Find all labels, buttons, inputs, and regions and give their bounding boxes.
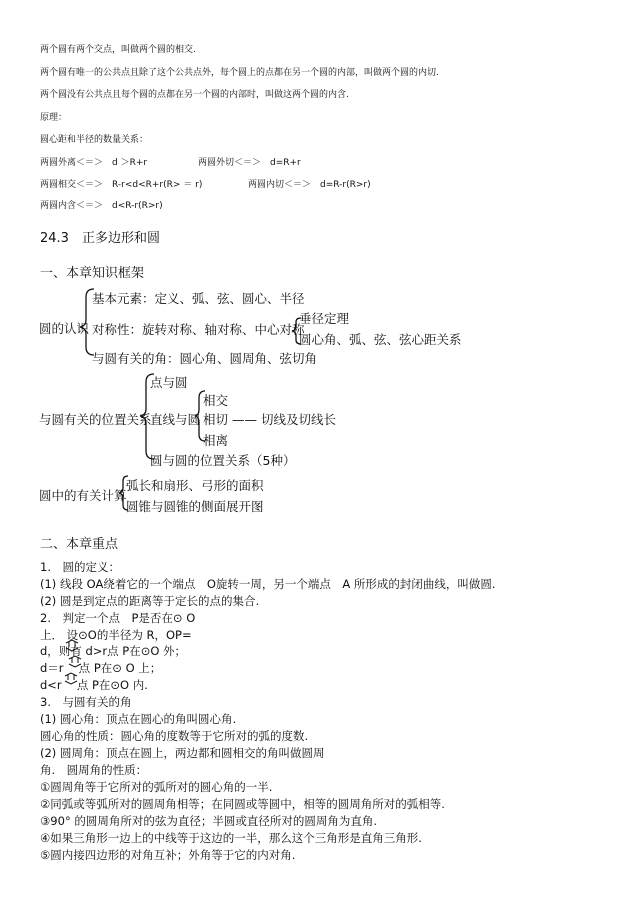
kp-point-inside: d<r 点 P在⊙O 内. (40, 678, 148, 692)
equivalence-arrow-icon (69, 656, 81, 667)
framework-calculations: 圆中的有关计算 (39, 488, 127, 503)
relation-intersect: 两圆相交＜＝＞ R-r<d<R+r(R> ＝ r) (40, 180, 203, 190)
kp-property-1: ①圆周角等于它所对的弧所对的圆心角的一半. (40, 780, 273, 794)
framework-basic-elements: 基本元素：定义、弧、弦、圆心、半径 (92, 291, 305, 306)
framework-symmetry: 对称性：旋转对称、轴对称、中心对称 (92, 322, 305, 337)
kp-definition-1: (1) 线段 OA绕着它的一个端点 O旋转一周，另一个端点 A 所形成的封闭曲线，叫做圆. (40, 577, 496, 591)
framework-circle-basics: 圆的认识 (39, 321, 90, 336)
kp-definition-2: (2) 圆是到定点的距离等于定长的点的集合. (40, 594, 260, 608)
framework-arc-area: 弧长和扇形、弓形的面积 (126, 478, 264, 493)
kp-property-5: ⑤圆内接四边形的对角互补；外角等于它的内对角. (40, 848, 296, 862)
framework-perpendicular-diameter: 垂径定理 (299, 311, 350, 326)
kp-inscribed-angle: (2) 圆周角：顶点在圆上，两边都和圆相交的角叫做圆周 (40, 746, 325, 760)
kp-definition-title: 1. 圆的定义： (40, 560, 120, 574)
framework-line-circle: 直线与圆 (150, 412, 201, 427)
framework-separate: 相离 (203, 433, 229, 448)
part-one-title: 一、本章知识框架 (40, 266, 145, 281)
kp-point-on: d＝r 点 P在⊙ O 上； (40, 661, 162, 675)
equivalence-arrow-icon (65, 673, 77, 684)
part-two-title: 二、本章重点 (40, 537, 119, 552)
relation-contain: 两圆内含＜＝＞ d<R-r(R>r) (40, 201, 163, 211)
kp-property-3: ③90° 的圆周角所对的弦为直径；半圆或直径所对的圆周角为直角. (40, 814, 378, 828)
framework-cone: 圆锥与圆锥的侧面展开图 (126, 499, 264, 514)
intro-relation-title: 圆心距和半径的数量关系： (40, 135, 149, 145)
kp-central-angle-property: 圆心角的性质：圆心角的度数等于它所对的弧的度数. (40, 729, 309, 743)
relation-external-tangent: 两圆外切＜＝＞ d=R+r (198, 158, 301, 168)
kp-property-4: ④如果三角形一边上的中线等于这边的一半，那么这个三角形是直角三角形. (40, 831, 422, 845)
framework-circle-circle: 圆与圆的位置关系（5种） (150, 453, 296, 468)
kp-angles-title: 3. 与圆有关的角 (40, 695, 132, 709)
intro-line-2: 两个圆有唯一的公共点且除了这个公共点外，每个圆上的点都在另一个圆的内部，叫做两个圆的内切. (40, 68, 439, 78)
framework-position-relations: 与圆有关的位置关系 (39, 412, 152, 427)
framework-central-angle-relation: 圆心角、弧、弦、弦心距关系 (299, 332, 462, 347)
kp-point-test-setup: 上． 设⊙O的半径为 R，OP= (40, 628, 192, 642)
kp-point-test-title: 2. 判定一个点 P是否在⊙ O (40, 611, 196, 625)
intro-line-3: 两个圆没有公共点且每个圆的点都在另一个圆的内部时，叫做这两个圆的内含. (40, 90, 349, 100)
relation-separate: 两圆外离＜＝＞ d ＞R+r (40, 158, 148, 168)
framework-tangent: 相切 —— 切线及切线长 (203, 412, 336, 427)
equivalence-arrow-icon (66, 640, 78, 651)
kp-inscribed-angle-property: 角. 圆周角的性质： (40, 763, 148, 777)
section-title: 24.3 正多边形和圆 (40, 231, 160, 246)
framework-point-circle: 点与圆 (150, 375, 188, 390)
framework-intersect: 相交 (203, 393, 229, 408)
intro-line-1: 两个圆有两个交点，叫做两个圆的相交. (40, 45, 196, 55)
kp-property-2: ②同弧或等弧所对的圆周角相等；在同圆或等圆中，相等的圆周角所对的弧相等. (40, 797, 445, 811)
intro-principle: 原理： (40, 113, 68, 123)
framework-related-angles: 与圆有关的角：圆心角、圆周角、弦切角 (92, 351, 318, 366)
kp-point-outside: d，则有 d>r点 P在⊙O 外； (40, 644, 187, 658)
kp-central-angle: (1) 圆心角：顶点在圆心的角叫圆心角. (40, 712, 237, 726)
relation-internal-tangent: 两圆内切＜＝＞ d=R-r(R>r) (248, 180, 371, 190)
